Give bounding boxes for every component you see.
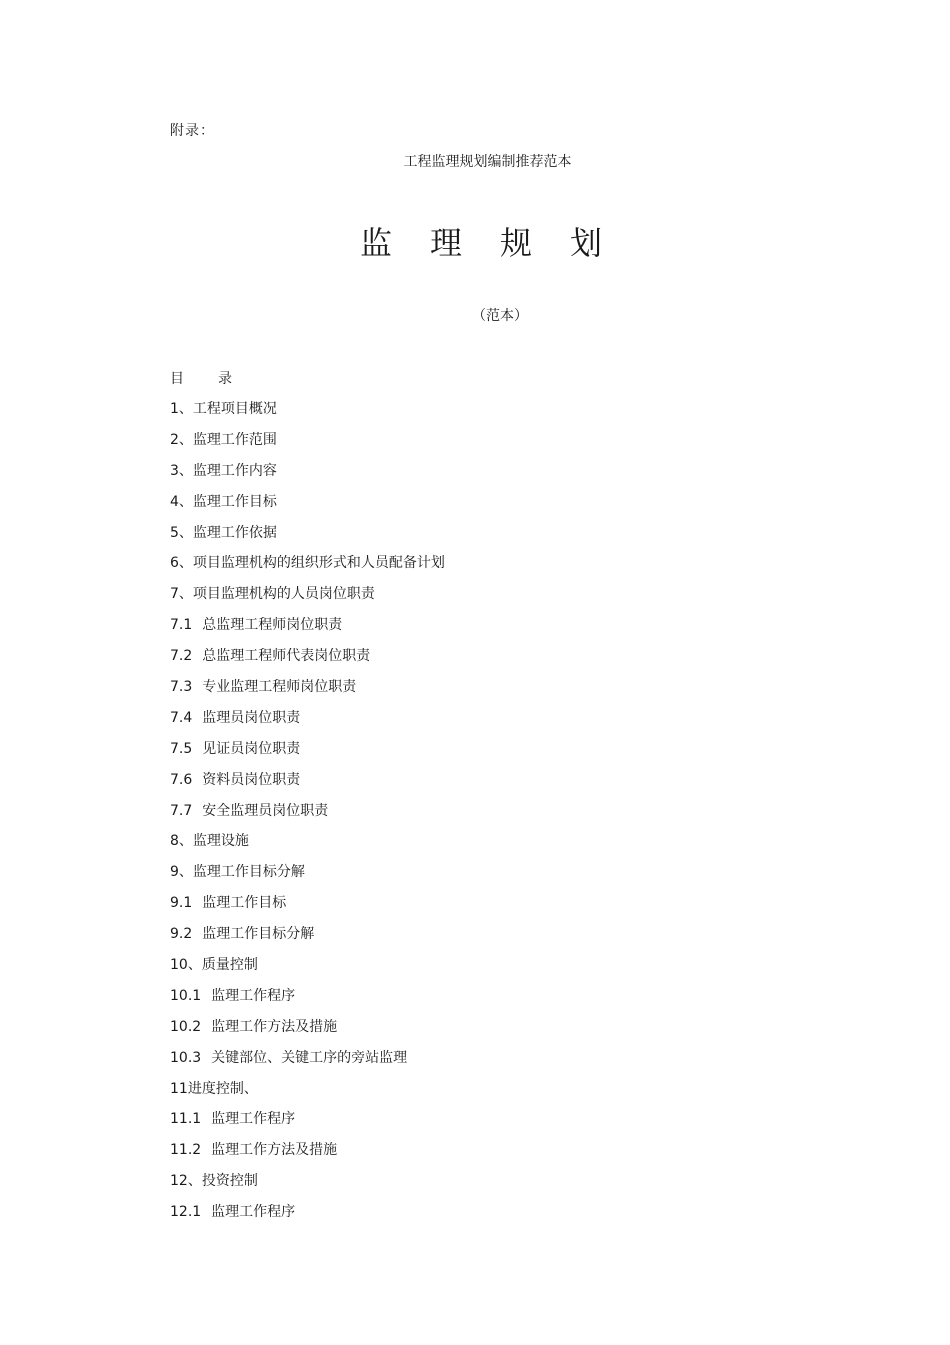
document-title: 监理规划 bbox=[359, 224, 640, 262]
sample-note: （范本） bbox=[472, 308, 528, 324]
toc-item bbox=[170, 523, 445, 554]
toc-item-number: 7.7 bbox=[170, 802, 193, 819]
toc-item-text: 监理工作目标分解 bbox=[192, 864, 305, 881]
toc-item bbox=[170, 1109, 445, 1140]
toc-item-number: 12、 bbox=[170, 1173, 202, 1190]
toc-item-text: 监理工作内容 bbox=[192, 462, 277, 479]
toc-item bbox=[170, 615, 445, 646]
toc-item bbox=[170, 708, 445, 739]
toc-item bbox=[170, 677, 445, 708]
toc-item bbox=[170, 492, 445, 523]
toc-item bbox=[170, 1079, 445, 1110]
toc-item bbox=[170, 862, 445, 893]
toc-item-text: 投资控制 bbox=[201, 1173, 258, 1190]
toc-item-number: 7.2 bbox=[170, 648, 193, 665]
toc-item bbox=[170, 831, 445, 862]
toc-item-number: 7、 bbox=[170, 586, 193, 603]
toc-item-number: 9、 bbox=[170, 864, 193, 881]
toc-item bbox=[170, 801, 445, 832]
toc-item bbox=[170, 646, 445, 677]
toc-item-text: 监理工作方法及措施 bbox=[211, 1142, 338, 1159]
toc-item-text: 项目监理机构的人员岗位职责 bbox=[192, 586, 375, 603]
toc-item-text: 安全监理员岗位职责 bbox=[202, 802, 329, 819]
toc-item-text: 监理设施 bbox=[192, 833, 249, 850]
toc-item bbox=[170, 399, 445, 430]
toc-item bbox=[170, 924, 445, 955]
toc-item-text: 关键部位、关键工序的旁站监理 bbox=[211, 1049, 408, 1066]
toc-item-number: 10.3 bbox=[170, 1049, 202, 1066]
toc-item bbox=[170, 430, 445, 461]
toc-item-number: 7.3 bbox=[170, 679, 193, 696]
toc-item-number: 7.4 bbox=[170, 709, 193, 726]
toc-item-number: 5、 bbox=[170, 524, 193, 541]
toc-item-number: 7.5 bbox=[170, 740, 193, 757]
toc-item-number: 11 bbox=[170, 1080, 188, 1097]
toc-item-text: 监理工作目标 bbox=[202, 895, 287, 912]
toc-item-number: 6、 bbox=[170, 555, 193, 572]
toc-item-text: 进度控制、 bbox=[187, 1080, 258, 1097]
document-subtitle: 工程监理规划编制推荐范本 bbox=[403, 154, 572, 170]
toc-item bbox=[170, 770, 445, 801]
toc-item bbox=[170, 584, 445, 615]
toc-item-number: 12.1 bbox=[170, 1204, 202, 1221]
toc-item-text: 监理工作程序 bbox=[211, 1204, 296, 1221]
toc-item-number: 7.6 bbox=[170, 771, 193, 788]
toc-item-text: 监理工作目标 bbox=[192, 493, 277, 510]
toc-item-number: 7.1 bbox=[170, 617, 193, 634]
toc-item bbox=[170, 739, 445, 770]
toc-item bbox=[170, 986, 445, 1017]
toc-item bbox=[170, 553, 445, 584]
toc-item-number: 1、 bbox=[170, 401, 193, 417]
toc-item bbox=[170, 893, 445, 924]
toc-item-number: 2、 bbox=[170, 431, 193, 448]
toc-item-text: 监理工作程序 bbox=[211, 987, 296, 1004]
toc-item-text: 项目监理机构的组织形式和人员配备计划 bbox=[192, 555, 445, 572]
toc-item bbox=[170, 1202, 445, 1233]
toc-heading: 目录 bbox=[170, 371, 266, 387]
toc-item-text: 资料员岗位职责 bbox=[202, 771, 301, 788]
toc-item-number: 10、 bbox=[170, 957, 202, 974]
toc-item-number: 9.1 bbox=[170, 895, 193, 912]
toc-item-number: 10.2 bbox=[170, 1018, 202, 1035]
toc-item-number: 10.1 bbox=[170, 987, 202, 1004]
toc-item-text: 见证员岗位职责 bbox=[202, 740, 301, 757]
toc-item-number: 4、 bbox=[170, 493, 193, 510]
toc-item-text: 工程项目概况 bbox=[192, 401, 277, 417]
toc-item-text: 监理工作依据 bbox=[192, 524, 277, 541]
toc-item-number: 9.2 bbox=[170, 926, 193, 943]
table-of-contents bbox=[170, 399, 445, 1233]
toc-item bbox=[170, 1048, 445, 1079]
toc-item-text: 监理工作范围 bbox=[192, 431, 277, 448]
toc-item-number: 3、 bbox=[170, 462, 193, 479]
toc-item-text: 监理员岗位职责 bbox=[202, 709, 301, 726]
toc-item bbox=[170, 1171, 445, 1202]
toc-item bbox=[170, 1140, 445, 1171]
toc-item-text: 专业监理工程师岗位职责 bbox=[202, 679, 357, 696]
toc-item-number: 11.2 bbox=[170, 1142, 202, 1159]
toc-item-number: 8、 bbox=[170, 833, 193, 850]
toc-item-text: 质量控制 bbox=[201, 957, 258, 974]
toc-item-number: 11.1 bbox=[170, 1111, 202, 1128]
toc-item bbox=[170, 955, 445, 986]
toc-item-text: 总监理工程师岗位职责 bbox=[202, 617, 343, 634]
toc-item-text: 监理工作目标分解 bbox=[202, 926, 315, 943]
toc-item-text: 总监理工程师代表岗位职责 bbox=[202, 648, 371, 665]
toc-item-text: 监理工作方法及措施 bbox=[211, 1018, 338, 1035]
toc-item bbox=[170, 461, 445, 492]
appendix-label: 附录： bbox=[170, 123, 215, 139]
toc-item bbox=[170, 1017, 445, 1048]
toc-item-text: 监理工作程序 bbox=[211, 1111, 296, 1128]
